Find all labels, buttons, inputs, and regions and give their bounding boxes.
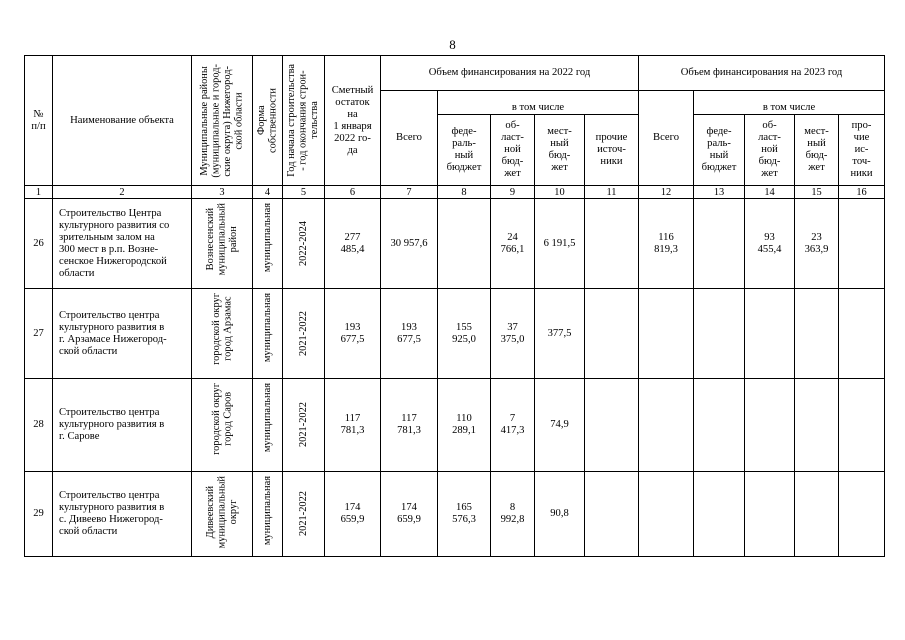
header-local-2023: мест- ный бюд- жет (795, 115, 839, 186)
header-other-2023: про- чие ис- точ- ники (839, 115, 885, 186)
ownership-cell (253, 472, 283, 557)
header-total-2022: Всего (381, 91, 438, 186)
years-cell (283, 199, 325, 289)
total-2022: 193 677,5 (381, 289, 438, 379)
header-other-2022: прочие источ- ники (585, 115, 639, 186)
header-ownership: Форма собственности (256, 88, 279, 153)
header-total-2023: Всего (639, 91, 694, 186)
table-row (25, 472, 885, 557)
header-regional-2022: об- ласт- ной бюд- жет (491, 115, 535, 186)
header-fin-2023: Объем финансирования на 2023 год (639, 56, 885, 91)
col-number: 16 (839, 186, 885, 199)
district-cell (192, 472, 253, 557)
total-2023 (639, 379, 694, 472)
estimate: 193 677,5 (325, 289, 381, 379)
regional-2022: 24 766,1 (491, 199, 535, 289)
col-number: 15 (795, 186, 839, 199)
col-number: 11 (585, 186, 639, 199)
other-2023 (839, 379, 885, 472)
header-federal-2022: феде- раль- ный бюджет (438, 115, 491, 186)
col-number: 10 (535, 186, 585, 199)
other-2023 (839, 199, 885, 289)
other-2023 (839, 472, 885, 557)
other-2022 (585, 379, 639, 472)
table-row (25, 289, 885, 379)
regional-2022: 37 375,0 (491, 289, 535, 379)
federal-2022: 165 576,3 (438, 472, 491, 557)
other-2022 (585, 199, 639, 289)
ownership: муниципальная (261, 203, 273, 273)
col-number: 14 (745, 186, 795, 199)
header-estimate: Сметный остаток на 1 января 2022 го- да (325, 56, 381, 186)
regional-2023: 93 455,4 (745, 199, 795, 289)
col-number: 7 (381, 186, 438, 199)
years-cell (283, 289, 325, 379)
header-fin-2022: Объем финансирования на 2022 год (381, 56, 639, 91)
object-name: Строительство центра культурного развития в г. Арзамасе Нижегород- ской области (53, 289, 192, 379)
col-number: 9 (491, 186, 535, 199)
total-2022: 117 781,3 (381, 379, 438, 472)
district: городской округ город Арзамас (210, 293, 233, 365)
ownership-cell (253, 379, 283, 472)
district-cell (192, 199, 253, 289)
total-2023: 116 819,3 (639, 199, 694, 289)
row-num: 26 (25, 199, 53, 289)
ownership-cell (253, 199, 283, 289)
regional-2023 (745, 472, 795, 557)
row-num: 27 (25, 289, 53, 379)
header-num: № п/п (25, 56, 53, 186)
column-numbers-row (25, 186, 885, 199)
object-name: Строительство Центра культурного развития со зрительным залом на 300 мест в р.п. Возне- сенское Нижегородской области (53, 199, 192, 289)
federal-2023 (694, 472, 745, 557)
object-name: Строительство центра культурного развития в с. Дивеево Нижегород- ской области (53, 472, 192, 557)
table-row (25, 199, 885, 289)
district: Дивеевский муниципальный округ (204, 476, 239, 549)
local-2023 (795, 289, 839, 379)
estimate: 174 659,9 (325, 472, 381, 557)
ownership: муниципальная (261, 293, 273, 363)
page-number: 8 (449, 37, 456, 52)
header-district: Муниципальные районы (муниципальные и город- ские округа) Нижегород- ской области (199, 63, 245, 178)
federal-2023 (694, 199, 745, 289)
estimate: 117 781,3 (325, 379, 381, 472)
ownership: муниципальная (261, 476, 273, 546)
total-2022: 174 659,9 (381, 472, 438, 557)
col-number: 13 (694, 186, 745, 199)
federal-2022: 110 289,1 (438, 379, 491, 472)
header-row-1 (25, 56, 885, 91)
district-cell (192, 289, 253, 379)
years: 2022-2024 (297, 220, 309, 267)
header-ownership-cell (253, 56, 283, 186)
other-2022 (585, 289, 639, 379)
header-local-2022: мест- ный бюд- жет (535, 115, 585, 186)
total-2023 (639, 472, 694, 557)
estimate: 277 485,4 (325, 199, 381, 289)
header-including-2023: в том числе (694, 91, 885, 115)
col-number: 8 (438, 186, 491, 199)
col-number: 2 (53, 186, 192, 199)
regional-2023 (745, 289, 795, 379)
total-2022: 30 957,6 (381, 199, 438, 289)
other-2022 (585, 472, 639, 557)
col-number: 5 (283, 186, 325, 199)
col-number: 12 (639, 186, 694, 199)
years: 2021-2022 (297, 402, 309, 448)
table-row (25, 379, 885, 472)
years: 2021-2022 (297, 310, 309, 357)
header-district-cell (192, 56, 253, 186)
local-2022: 90,8 (535, 472, 585, 557)
ownership: муниципальная (261, 383, 273, 453)
col-number: 3 (192, 186, 253, 199)
district-cell (192, 379, 253, 472)
years-cell (283, 379, 325, 472)
district: городской округ город Саров (210, 383, 233, 455)
local-2022: 377,5 (535, 289, 585, 379)
col-number: 1 (25, 186, 53, 199)
row-num: 28 (25, 379, 53, 472)
local-2022: 74,9 (535, 379, 585, 472)
district: Вознесенский муниципальный район (204, 203, 239, 276)
header-years: Год начала строительства - год окончания строи- тельства (286, 64, 321, 177)
object-name: Строительство центра культурного развития в г. Сарове (53, 379, 192, 472)
other-2023 (839, 289, 885, 379)
federal-2023 (694, 289, 745, 379)
federal-2022: 155 925,0 (438, 289, 491, 379)
regional-2022: 7 417,3 (491, 379, 535, 472)
col-number: 6 (325, 186, 381, 199)
col-number: 4 (253, 186, 283, 199)
header-including-2022: в том числе (438, 91, 639, 115)
header-federal-2023: феде- раль- ный бюджет (694, 115, 745, 186)
federal-2023 (694, 379, 745, 472)
years-cell (283, 472, 325, 557)
local-2023 (795, 379, 839, 472)
federal-2022 (438, 199, 491, 289)
local-2023: 23 363,9 (795, 199, 839, 289)
regional-2023 (745, 379, 795, 472)
ownership-cell (253, 289, 283, 379)
header-name: Наименование объекта (53, 56, 192, 186)
financing-table (24, 55, 885, 557)
row-num: 29 (25, 472, 53, 557)
years: 2021-2022 (297, 491, 309, 537)
header-regional-2023: об- ласт- ной бюд- жет (745, 115, 795, 186)
local-2022: 6 191,5 (535, 199, 585, 289)
header-years-cell (283, 56, 325, 186)
local-2023 (795, 472, 839, 557)
total-2023 (639, 289, 694, 379)
regional-2022: 8 992,8 (491, 472, 535, 557)
